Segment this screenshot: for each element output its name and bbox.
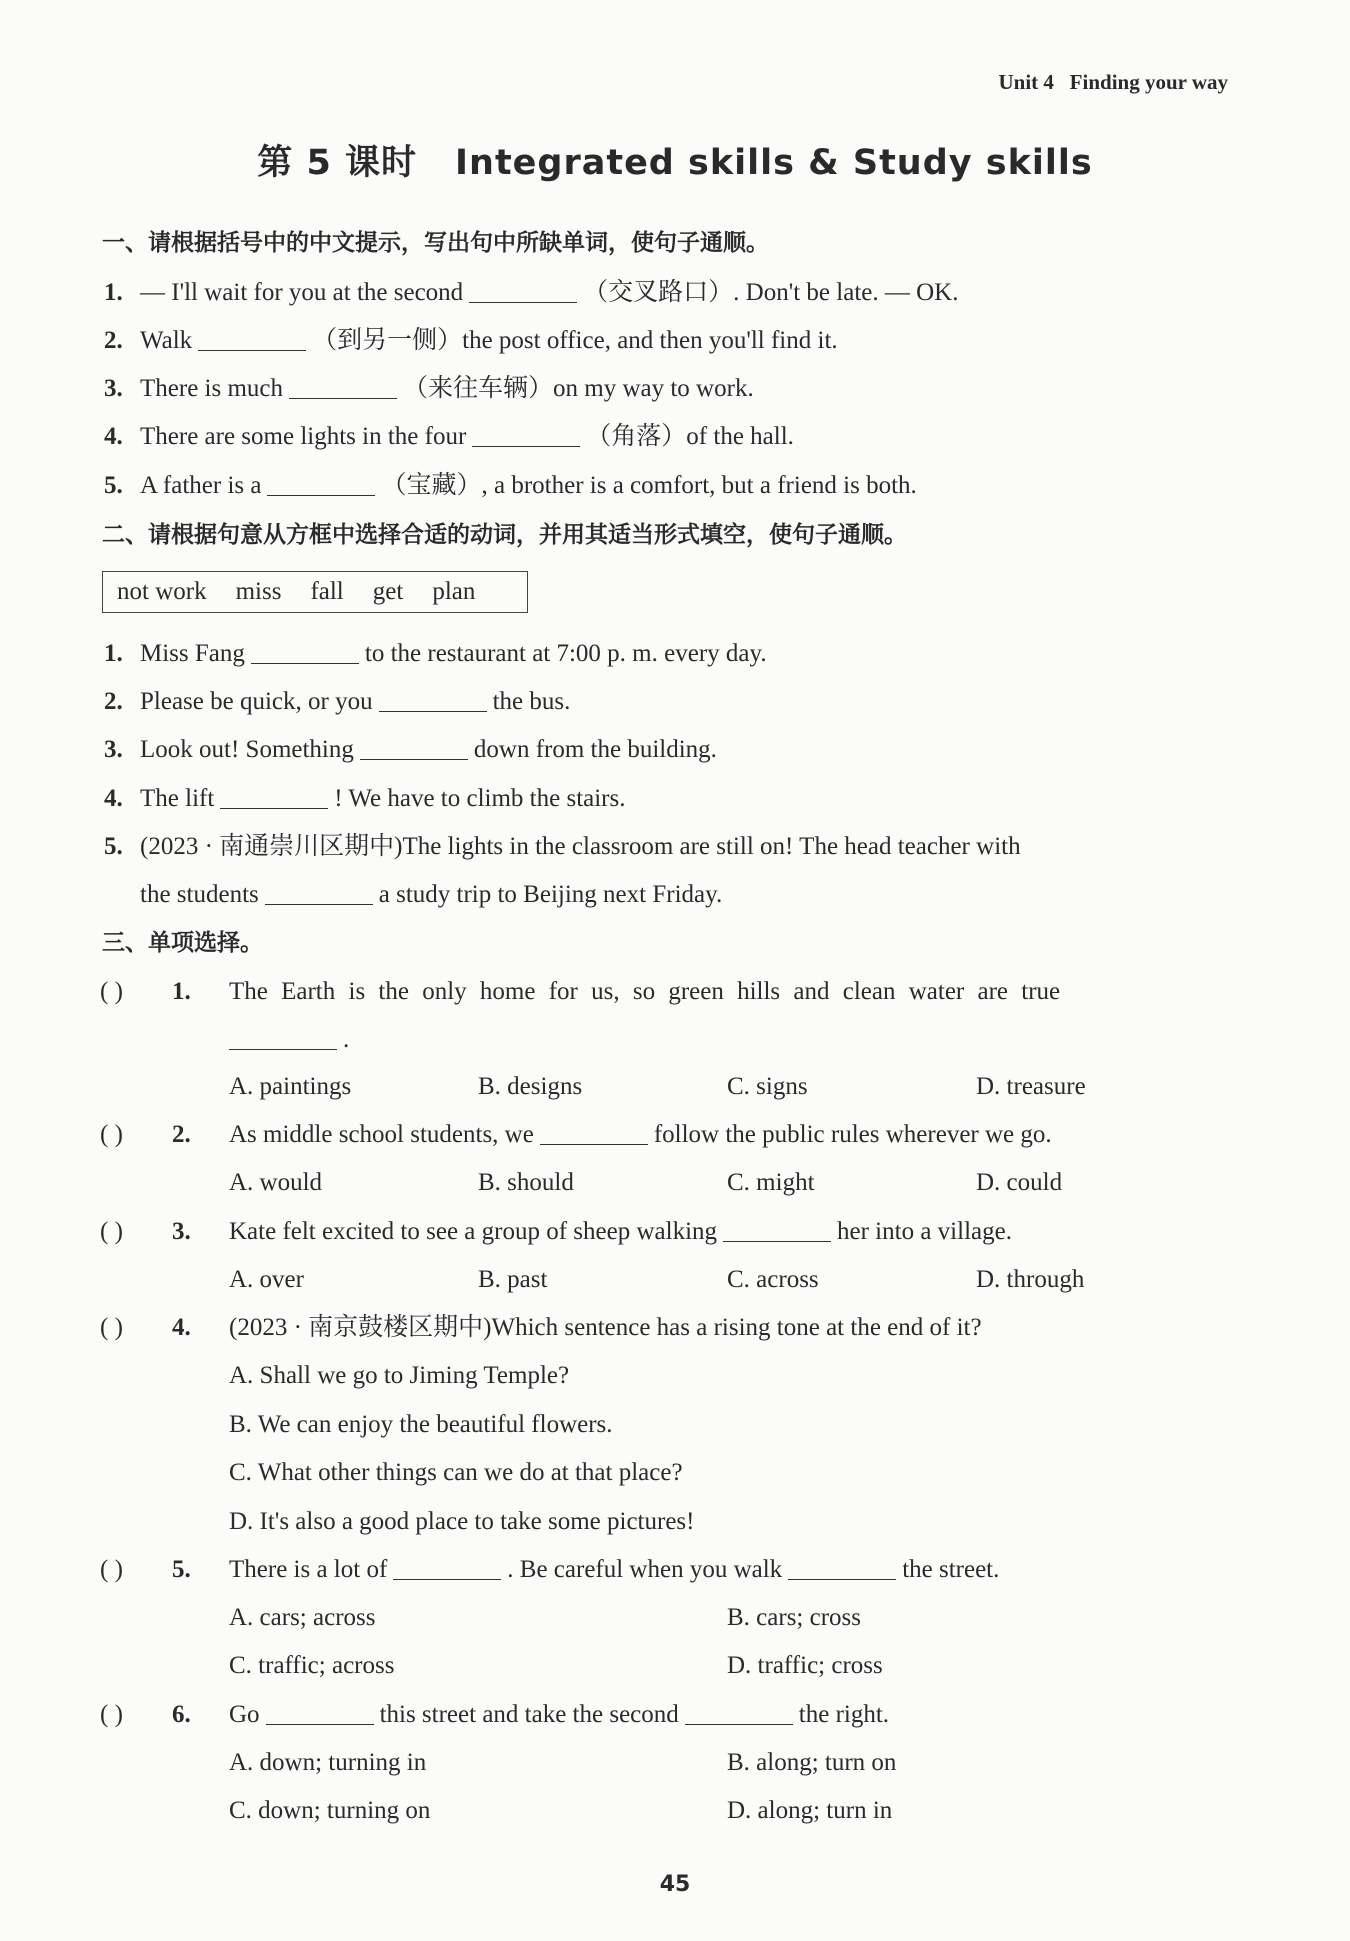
- question-text: [229, 1555, 999, 1585]
- item-number: 2.: [104, 688, 123, 715]
- answer-blank[interactable]: [472, 426, 580, 447]
- item-post: （宝藏）, a brother is a comfort, but a friend is both.: [381, 472, 917, 499]
- option-b[interactable]: B. designs: [478, 1073, 583, 1100]
- answer-blank[interactable]: [266, 1704, 374, 1725]
- s2-item-4: [104, 784, 625, 814]
- option-d[interactable]: D. traffic; cross: [727, 1652, 883, 1679]
- option-c[interactable]: C. might: [727, 1169, 815, 1196]
- option-d[interactable]: D. It's also a good place to take some pictures!: [229, 1508, 695, 1535]
- item-pre: There are some lights in the four: [140, 423, 467, 450]
- item-number: 5.: [104, 472, 123, 499]
- option-b[interactable]: B. We can enjoy the beautiful flowers.: [229, 1411, 613, 1438]
- question-pre: Kate felt excited to see a group of sheep walking: [229, 1218, 718, 1245]
- lesson-subject: Integrated skills & Study skills: [455, 143, 1093, 183]
- option-a[interactable]: A. over: [229, 1266, 304, 1293]
- item-post: （角落）of the hall.: [586, 423, 794, 450]
- word-bank-box: [102, 571, 528, 613]
- s2-item-5: [104, 832, 1021, 862]
- answer-blank[interactable]: [251, 643, 359, 664]
- option-a[interactable]: A. down; turning in: [229, 1749, 427, 1776]
- item-number: 3.: [104, 736, 123, 763]
- option-d[interactable]: D. through: [976, 1266, 1085, 1293]
- item-post: the bus.: [492, 688, 571, 715]
- answer-blank[interactable]: [723, 1221, 831, 1242]
- question-text: (2023 · 南京鼓楼区期中)Which sentence has a rising tone at the end of it?: [229, 1314, 982, 1341]
- s1-item-3: [104, 374, 754, 404]
- item-post: down from the building.: [473, 736, 717, 763]
- s2-item-5-cont: [140, 880, 722, 910]
- section2-heading: 二、请根据句意从方框中选择合适的动词，并用其适当形式填空，使句子通顺。: [102, 522, 907, 548]
- item-pre: A father is a: [140, 472, 262, 499]
- answer-blank[interactable]: [379, 691, 487, 712]
- question-text: [229, 1120, 1052, 1150]
- answer-paren[interactable]: ( ): [100, 1701, 123, 1728]
- item-number: 4.: [104, 785, 123, 812]
- word-bank-item: not work: [117, 578, 207, 605]
- answer-paren[interactable]: ( ): [100, 1314, 123, 1341]
- punct: .: [343, 1026, 350, 1053]
- option-d[interactable]: D. along; turn in: [727, 1797, 893, 1824]
- question-cont: [229, 1025, 349, 1055]
- s2-item-1: [104, 639, 767, 669]
- item-post: a study trip to Beijing next Friday.: [378, 881, 723, 908]
- question-text: [229, 1700, 889, 1730]
- option-c[interactable]: C. down; turning on: [229, 1797, 431, 1824]
- answer-blank[interactable]: [360, 739, 468, 760]
- option-a[interactable]: A. would: [229, 1169, 323, 1196]
- item-number: 4.: [104, 423, 123, 450]
- question-text: The Earth is the only home for us, so green hills and clean water are true: [229, 978, 1061, 1005]
- option-c[interactable]: C. traffic; across: [229, 1652, 395, 1679]
- question-pre: There is a lot of: [229, 1556, 388, 1583]
- item-pre: Walk: [140, 327, 193, 354]
- item-pre: Please be quick, or you: [140, 688, 373, 715]
- option-a[interactable]: A. paintings: [229, 1073, 352, 1100]
- option-b[interactable]: B. should: [478, 1169, 574, 1196]
- question-pre: As middle school students, we: [229, 1121, 534, 1148]
- item-number: 1.: [104, 279, 123, 306]
- item-post: （来往车辆）on my way to work.: [403, 375, 754, 402]
- answer-blank[interactable]: [788, 1559, 896, 1580]
- question-number: 5.: [172, 1556, 191, 1583]
- question-post: the right.: [798, 1701, 890, 1728]
- answer-paren[interactable]: ( ): [100, 1218, 123, 1245]
- item-post: to the restaurant at 7:00 p. m. every day.: [364, 640, 767, 667]
- option-d[interactable]: D. could: [976, 1169, 1063, 1196]
- item-pre: (2023 · 南通崇川区期中)The lights in the classroom are still on! The head teacher with: [140, 833, 1021, 860]
- word-bank-item: get: [372, 578, 404, 605]
- header-topic: Finding your way: [1069, 70, 1228, 94]
- page-title: [0, 135, 1350, 185]
- item-number: 2.: [104, 327, 123, 354]
- s1-item-5: [104, 471, 917, 501]
- header-unit: Unit 4: [998, 70, 1054, 94]
- question-post: her into a village.: [837, 1218, 1012, 1245]
- s1-item-4: [104, 422, 794, 452]
- answer-blank[interactable]: [289, 378, 397, 399]
- question-number: 6.: [172, 1701, 191, 1728]
- answer-paren[interactable]: ( ): [100, 1121, 123, 1148]
- answer-blank[interactable]: [267, 475, 375, 496]
- item-number: 5.: [104, 833, 123, 860]
- answer-blank[interactable]: [229, 1029, 337, 1050]
- item-pre: — I'll wait for you at the second: [140, 279, 464, 306]
- s1-item-2: [104, 326, 838, 356]
- answer-blank[interactable]: [469, 282, 577, 303]
- option-a[interactable]: A. Shall we go to Jiming Temple?: [229, 1362, 570, 1389]
- s2-item-2: [104, 687, 570, 717]
- answer-blank[interactable]: [265, 884, 373, 905]
- question-post: the street.: [902, 1556, 1000, 1583]
- item-post: （交叉路口）. Don't be late. — OK.: [583, 279, 959, 306]
- option-c[interactable]: C. across: [727, 1266, 819, 1293]
- item-pre: Miss Fang: [140, 640, 245, 667]
- option-a[interactable]: A. cars; across: [229, 1604, 376, 1631]
- section3-heading: 三、单项选择。: [102, 930, 263, 956]
- answer-blank[interactable]: [540, 1124, 648, 1145]
- question-number: 1.: [172, 978, 191, 1005]
- page-number: 45: [659, 1872, 691, 1897]
- question-number: 4.: [172, 1314, 191, 1341]
- question-pre: Go: [229, 1701, 260, 1728]
- item-pre: the students: [140, 881, 259, 908]
- s1-item-1: [104, 278, 958, 308]
- option-c[interactable]: C. signs: [727, 1073, 808, 1100]
- option-b[interactable]: B. cars; cross: [727, 1604, 861, 1631]
- question-number: 2.: [172, 1121, 191, 1148]
- item-number: 3.: [104, 375, 123, 402]
- section1-heading: 一、请根据括号中的中文提示，写出句中所缺单词，使句子通顺。: [102, 230, 769, 256]
- answer-blank[interactable]: [220, 788, 328, 809]
- word-bank-item: miss: [235, 578, 282, 605]
- question-text: [229, 1217, 1012, 1247]
- item-post: ! We have to climb the stairs.: [334, 785, 626, 812]
- question-number: 3.: [172, 1218, 191, 1245]
- item-post: （到另一侧）the post office, and then you'll find it.: [312, 327, 838, 354]
- answer-paren[interactable]: ( ): [100, 978, 123, 1005]
- item-pre: There is much: [140, 375, 284, 402]
- answer-blank[interactable]: [198, 330, 306, 351]
- option-b[interactable]: B. past: [478, 1266, 548, 1293]
- answer-paren[interactable]: ( ): [100, 1556, 123, 1583]
- s2-item-3: [104, 735, 717, 765]
- option-b[interactable]: B. along; turn on: [727, 1749, 897, 1776]
- question-post: follow the public rules wherever we go.: [653, 1121, 1052, 1148]
- answer-blank[interactable]: [685, 1704, 793, 1725]
- item-pre: The lift: [140, 785, 215, 812]
- answer-blank[interactable]: [393, 1559, 501, 1580]
- option-c[interactable]: C. What other things can we do at that place?: [229, 1459, 683, 1486]
- question-mid: . Be careful when you walk: [507, 1556, 783, 1583]
- item-number: 1.: [104, 640, 123, 667]
- question-mid: this street and take the second: [379, 1701, 679, 1728]
- word-bank-item: fall: [310, 578, 344, 605]
- word-bank-item: plan: [432, 578, 476, 605]
- running-header: [998, 70, 1228, 95]
- lesson-label: 第 5 课时: [257, 143, 417, 183]
- option-d[interactable]: D. treasure: [976, 1073, 1086, 1100]
- item-pre: Look out! Something: [140, 736, 354, 763]
